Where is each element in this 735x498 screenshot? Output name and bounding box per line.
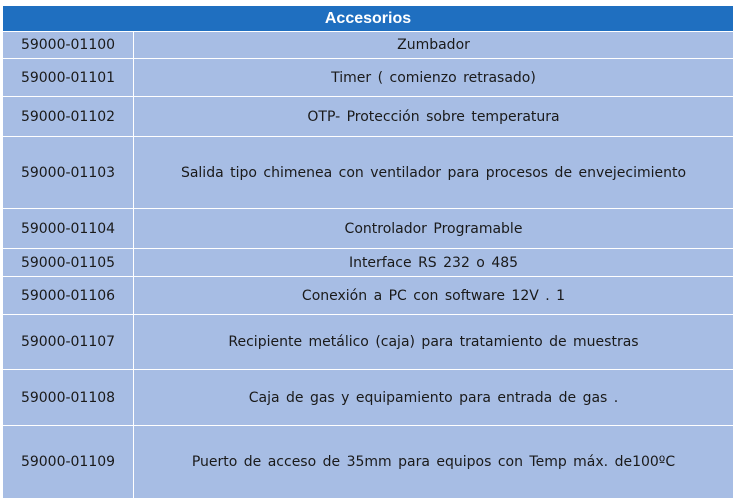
row-description: Caja de gas y equipamiento para entrada de gas .	[248, 389, 619, 406]
row-code: 59000-01107	[3, 315, 134, 369]
table-row	[3, 369, 733, 425]
row-code: 59000-01105	[3, 249, 134, 276]
row-code: 59000-01100	[3, 32, 134, 58]
row-code: 59000-01101	[3, 59, 134, 96]
row-code: 59000-01103	[3, 137, 134, 208]
row-description: Timer ( comienzo retrasado)	[331, 69, 536, 86]
table-row	[3, 425, 733, 498]
row-description: Puerto de acceso de 35mm para equipos con Temp máx. de100ºC	[191, 454, 676, 470]
row-description: Recipiente metálico (caja) para tratamiento de muestras	[228, 334, 639, 350]
table-body	[3, 31, 733, 498]
row-code: 59000-01109	[3, 426, 134, 498]
table-row	[3, 208, 733, 248]
row-description: Salida tipo chimenea con ventilador para procesos de envejecimiento	[180, 164, 687, 181]
row-description: Controlador Programable	[344, 220, 523, 237]
table-row	[3, 58, 733, 96]
row-description: Zumbador	[397, 37, 470, 53]
table-row	[3, 248, 733, 276]
row-code: 59000-01108	[3, 370, 134, 425]
table-title: Accesorios	[324, 9, 412, 27]
row-description: OTP- Protección sobre temperatura	[307, 108, 560, 125]
table-row	[3, 276, 733, 314]
table-row	[3, 136, 733, 208]
table-row	[3, 96, 733, 136]
row-description: Interface RS 232 o 485	[348, 254, 519, 271]
table-row	[3, 314, 733, 369]
row-code: 59000-01104	[3, 209, 134, 248]
row-code: 59000-01102	[3, 97, 134, 136]
table-header	[3, 5, 733, 31]
row-code: 59000-01106	[3, 277, 134, 314]
row-description: Conexión a PC con software 12V . 1	[301, 287, 566, 304]
table-row	[3, 31, 733, 58]
